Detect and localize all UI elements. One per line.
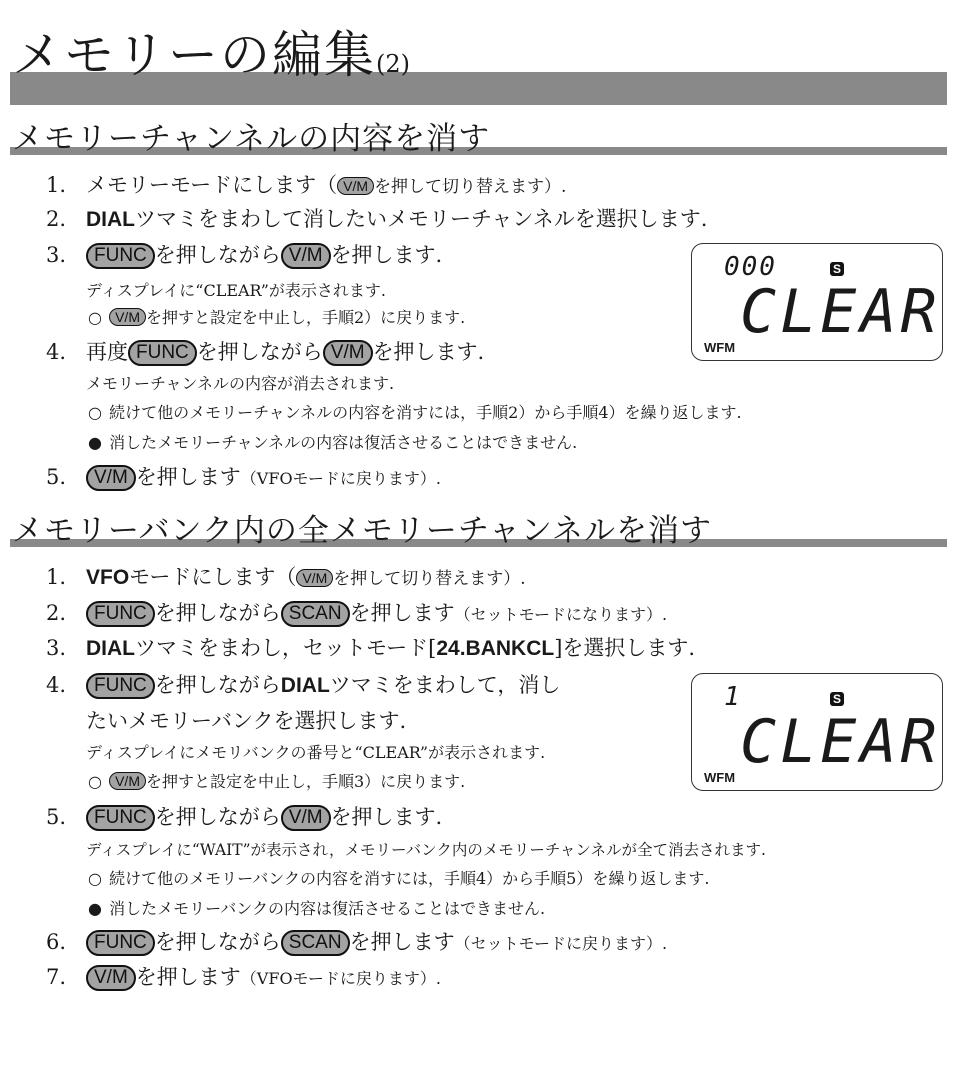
lcd-display-1 (691, 243, 943, 361)
s1-step3-note1: ディスプレイに“CLEAR”が表示されます. (86, 281, 386, 300)
vm-key: V/M (281, 243, 331, 269)
s1-step2: 2. DIALツマミをまわして消したいメモリーチャンネルを選択します. (46, 207, 708, 231)
s2-step5: 5. FUNC を押しながら V/M を押します. (46, 805, 443, 829)
func-key: FUNC (86, 601, 155, 627)
lcd-clear-text: CLEAR (740, 707, 941, 777)
scan-key: SCAN (281, 601, 350, 627)
vm-key: V/M (86, 965, 136, 991)
s-icon: S (830, 262, 844, 276)
lcd-clear-text: CLEAR (740, 277, 941, 347)
s1-step4-note3: ● 消したメモリーチャンネルの内容は復活させることはできません. (88, 433, 578, 452)
vm-key: V/M (86, 465, 136, 491)
lcd-channel: 1 (724, 682, 742, 712)
s1-step3-note2: ○ V/M を押すと設定を中止し，手順2）に戻ります. (88, 308, 466, 327)
s2-step7: 7. V/M を押します（VFOモードに戻ります）. (46, 965, 442, 989)
s-icon: S (830, 692, 844, 706)
lcd-mode: WFM (704, 770, 736, 785)
section1-heading: メモリーチャンネルの内容を消す (12, 121, 491, 157)
page-title-main: メモリーの編集 (12, 26, 376, 84)
s2-step5-note1: ディスプレイに“WAIT”が表示され，メモリーバンク内のメモリーチャンネルが全て消去されます. (86, 841, 766, 859)
lcd-mode: WFM (704, 340, 736, 355)
s2-step6: 6. FUNC を押しながら SCAN を押します（セットモードに戻ります）. (46, 930, 668, 954)
vm-key: V/M (281, 805, 331, 831)
s2-step4-cont: たいメモリーバンクを選択します. (86, 709, 407, 733)
vm-key: V/M (296, 569, 333, 587)
func-key: FUNC (86, 673, 155, 699)
section2-heading: メモリーバンク内の全メモリーチャンネルを消す (12, 513, 712, 549)
func-key: FUNC (86, 805, 155, 831)
s2-step1: 1. VFOモードにします（ V/M を押して切り替えます）. (46, 565, 526, 589)
s1-step4: 4. 再度 FUNC を押しながら V/M を押します. (46, 340, 485, 364)
s1-step3: 3. FUNC を押しながら V/M を押します. (46, 243, 443, 267)
func-key: FUNC (86, 243, 155, 269)
s1-step1: 1. メモリーモードにします（ V/M を押して切り替えます）. (46, 173, 567, 197)
lcd-channel: 000 (724, 252, 777, 282)
lcd-display-2 (691, 673, 943, 791)
s2-step4-note1: ディスプレイにメモリバンクの番号と“CLEAR”が表示されます. (86, 743, 546, 762)
func-key: FUNC (128, 340, 197, 366)
s1-step4-note2: ○ 続けて他のメモリーチャンネルの内容を消すには，手順2）から手順4）を繰り返します. (88, 403, 742, 422)
page-title-sub: (2) (376, 50, 410, 78)
vm-key: V/M (323, 340, 373, 366)
s2-step4-note2: ○ V/M を押すと設定を中止し，手順3）に戻ります. (88, 772, 466, 791)
page-title (12, 26, 410, 84)
s2-step4: 4. FUNC を押しながらDIALツマミをまわして，消し (46, 673, 561, 697)
vm-key: V/M (337, 177, 374, 195)
func-key: FUNC (86, 930, 155, 956)
s2-step5-note3: ● 消したメモリーバンクの内容は復活させることはできません. (88, 899, 546, 918)
s2-step2: 2. FUNC を押しながら SCAN を押します（セットモードになります）. (46, 601, 668, 625)
scan-key: SCAN (281, 930, 350, 956)
s2-step5-note2: ○ 続けて他のメモリーバンクの内容を消すには，手順4）から手順5）を繰り返します. (88, 869, 710, 888)
s1-step4-note1: メモリーチャンネルの内容が消去されます. (86, 374, 395, 393)
s1-step5: 5. V/M を押します（VFOモードに戻ります）. (46, 465, 442, 489)
vm-key: V/M (109, 772, 146, 790)
s2-step3: 3. DIALツマミをまわし，セットモード[24.BANKCL]を選択します. (46, 636, 696, 660)
vm-key: V/M (109, 308, 146, 326)
